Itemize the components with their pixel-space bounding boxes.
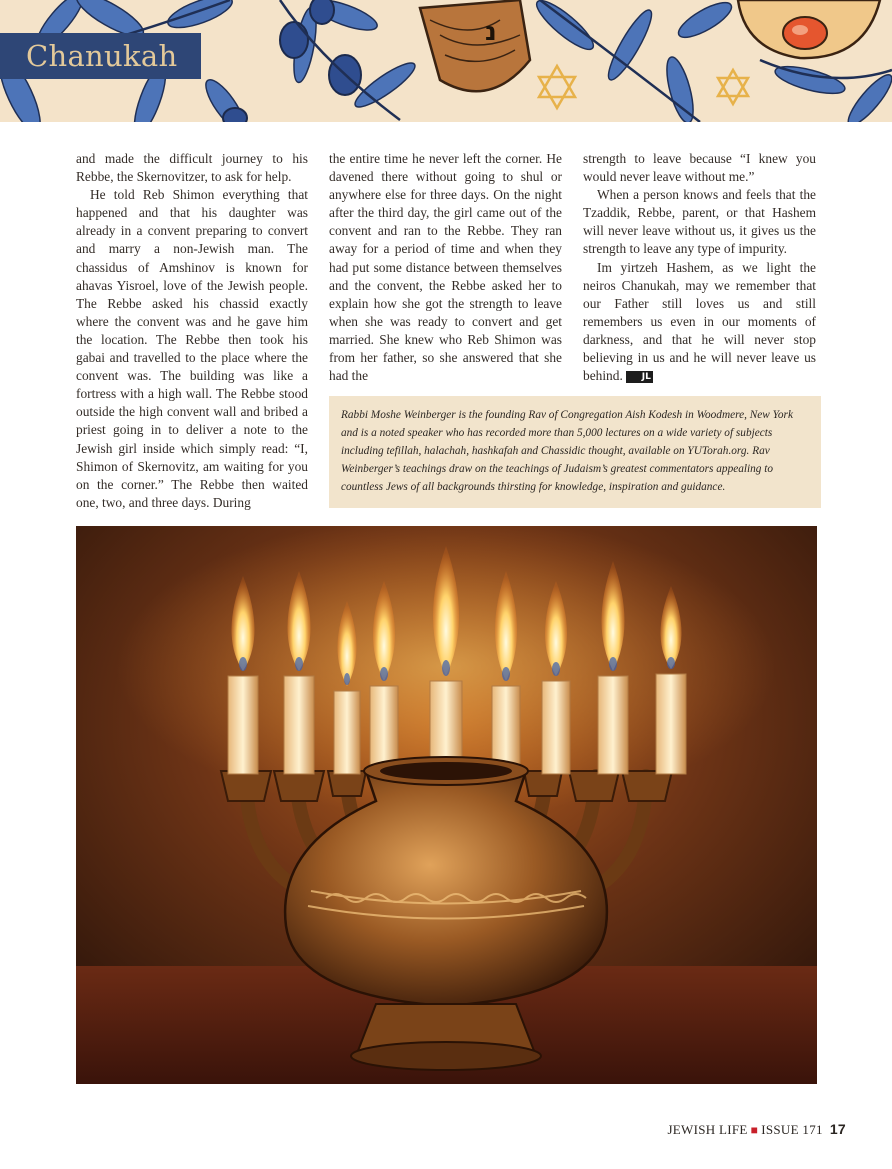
header-banner (0, 0, 892, 122)
article-column-3 (583, 150, 816, 385)
author-bio-box (329, 396, 821, 508)
svg-text:נ: נ (485, 17, 497, 47)
author-bio-text: Rabbi Moshe Weinberger is the founding Rav of Congregation Aish Kodesh in Woodmere, New York and is a noted speaker who has recorded more than 5,000 lectures on a wide variety of subjects including tefillah, halachah, hashkafah and Chassidic thought, available on YUTorah.org. Rav Weinberger’s teachings draw on the teachings of Judaism’s greatest commentators appealing to countless Jews of all backgrounds thirsting for knowledge, inspiration and guidance. (341, 409, 793, 493)
paragraph: When a person knows and feels that the Tzaddik, Rebbe, parent, or that Hashem will never leave without us, it gives us the strength to leave any type of impurity. (583, 187, 816, 257)
paragraph-text: Im yirtzeh Hashem, as we light the neiros Chanukah, may we remember that our Father still loves us and still remembers us even in our moments of darkness, and that he will never stop believing in us and he will never leave us behind. (583, 259, 816, 384)
end-of-article-mark: JL (626, 371, 653, 383)
article-column-1 (76, 150, 308, 512)
page-footer (667, 1121, 846, 1138)
page-number: 17 (829, 1121, 846, 1137)
article-column-2 (329, 150, 562, 385)
issue-number: ISSUE 171 (761, 1122, 823, 1137)
menorah-illustration (76, 526, 817, 1084)
section-title: Chanukah (26, 39, 178, 73)
paragraph-closing (583, 259, 816, 386)
paragraph: and made the difficult journey to his Rebbe, the Skernovitzer, to ask for help. (76, 151, 308, 185)
dreidel-icon (420, 0, 530, 91)
paragraph: He told Reb Shimon everything that happened and that his daughter was already in a convent preparing to convert and marry a non-Jewish man. The chassidus of Amshinov is known for ahavas Yisroel, love of the Jewish people. The Rebbe asked his chassid exactly where the convent was and he gave him the location. The Rebbe then took his gabai and travelled to the place where the convent was. The building was like a fortress with a high wall. The Rebbe stood outside the high convent wall and bribed a priest going in to deliver a note to the Jewish girl inside which simply read: “I, Shimon of Skernovitz, am waiting for you on the corner.” The Rebbe then waited one, two, and three days. During (76, 187, 308, 510)
publication-name: JEWISH LIFE (667, 1122, 748, 1137)
paragraph: strength to leave because “I knew you would never leave without me.” (583, 151, 816, 185)
paragraph: the entire time he never left the corner. He davened there without going to shul or anywhere else for three days. On the night after the third day, the girl came out of the convent and ran to the Rebbe. They ran away for a period of time and when they had put some distance between themselves and the convent, the Rebbe asked her to explain how she got the strength to leave when she was ready to convert and get married. She knew who Reb Shimon was from her father, so she answered that she had the (329, 151, 562, 384)
footer-separator: ■ (750, 1123, 759, 1137)
section-tab (0, 33, 201, 79)
